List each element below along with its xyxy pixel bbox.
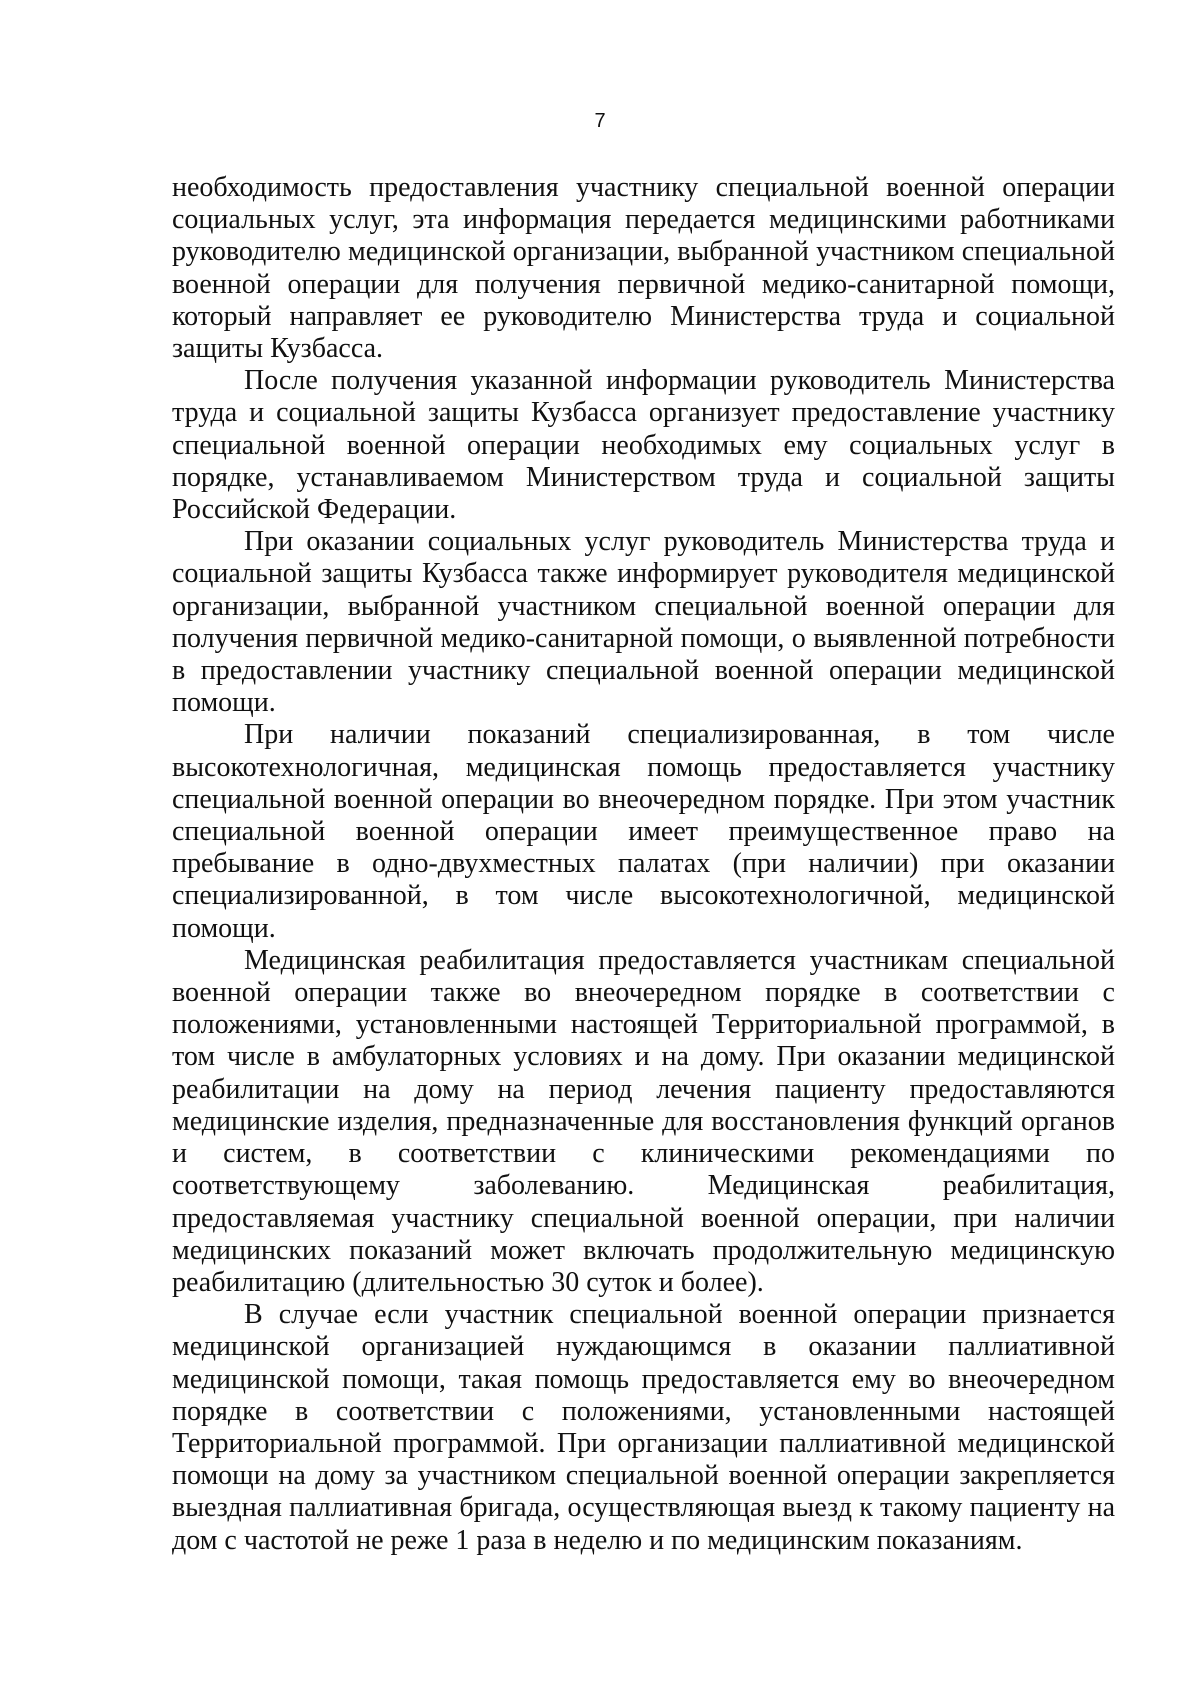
paragraph-palliative-care: В случае если участник специальной военной операции признается медицинской организацией нуждающимся в оказании паллиативной медицинской помощи, такая помощь предоставляется ему во внеочередном порядке в соответствии с положениями, установленными настоящей Территориальной программой. При организации паллиативной медицинской помощи на дому за участником специальной военной операции закрепляется выездная паллиативная бригада, осуществляющая выезд к такому пациенту на дом с частотой не реже 1 раза в неделю и по медицинским показаниям. [172, 1299, 1115, 1556]
paragraph-continuation: необходимость предоставления участнику специальной военной операции социальных услуг, эта информация передается медицинскими работниками руководителю медицинской организации, выбранной участником специальной военной операции для получения первичной медико-санитарной помощи, который направляет ее руководителю Министерства труда и социальной защиты Кузбасса. [172, 172, 1115, 365]
paragraph-medical-rehabilitation: Медицинская реабилитация предоставляется участникам специальной военной операции также во внеочередном порядке в соответствии с положениями, установленными настоящей Территориальной программой, в том числе в амбулаторных условиях и на дому. При оказании медицинской реабилитации на дому на период лечения пациенту предоставляются медицинские изделия, предназначенные для восстановления функций органов и систем, в соответствии с клиническими рекомендациями по соответствующему заболеванию. Медицинская реабилитация, предоставляемая участнику специальной военной операции, при наличии медицинских показаний может включать продолжительную медицинскую реабилитацию (длительностью 30 суток и более). [172, 944, 1115, 1298]
paragraph-informing-medical-org: При оказании социальных услуг руководитель Министерства труда и социальной защиты Кузбасса также информирует руководителя медицинской организации, выбранной участником специальной военной операции для получения первичной медико-санитарной помощи, о выявленной потребности в предоставлении участнику специальной военной операции медицинской помощи. [172, 526, 1115, 719]
document-body [172, 172, 1115, 1557]
page-number: 7 [594, 110, 606, 132]
paragraph-specialized-care: При наличии показаний специализированная, в том числе высокотехнологичная, медицинская помощь предоставляется участнику специальной военной операции во внеочередном порядке. При этом участник специальной военной операции имеет преимущественное право на пребывание в одно-двухместных палатах (при наличии) при оказании специализированной, в том числе высокотехнологичной, медицинской помощи. [172, 719, 1115, 944]
paragraph-social-services: После получения указанной информации руководитель Министерства труда и социальной защиты Кузбасса организует предоставление участнику специальной военной операции необходимых ему социальных услуг в порядке, устанавливаемом Министерством труда и социальной защиты Российской Федерации. [172, 365, 1115, 526]
